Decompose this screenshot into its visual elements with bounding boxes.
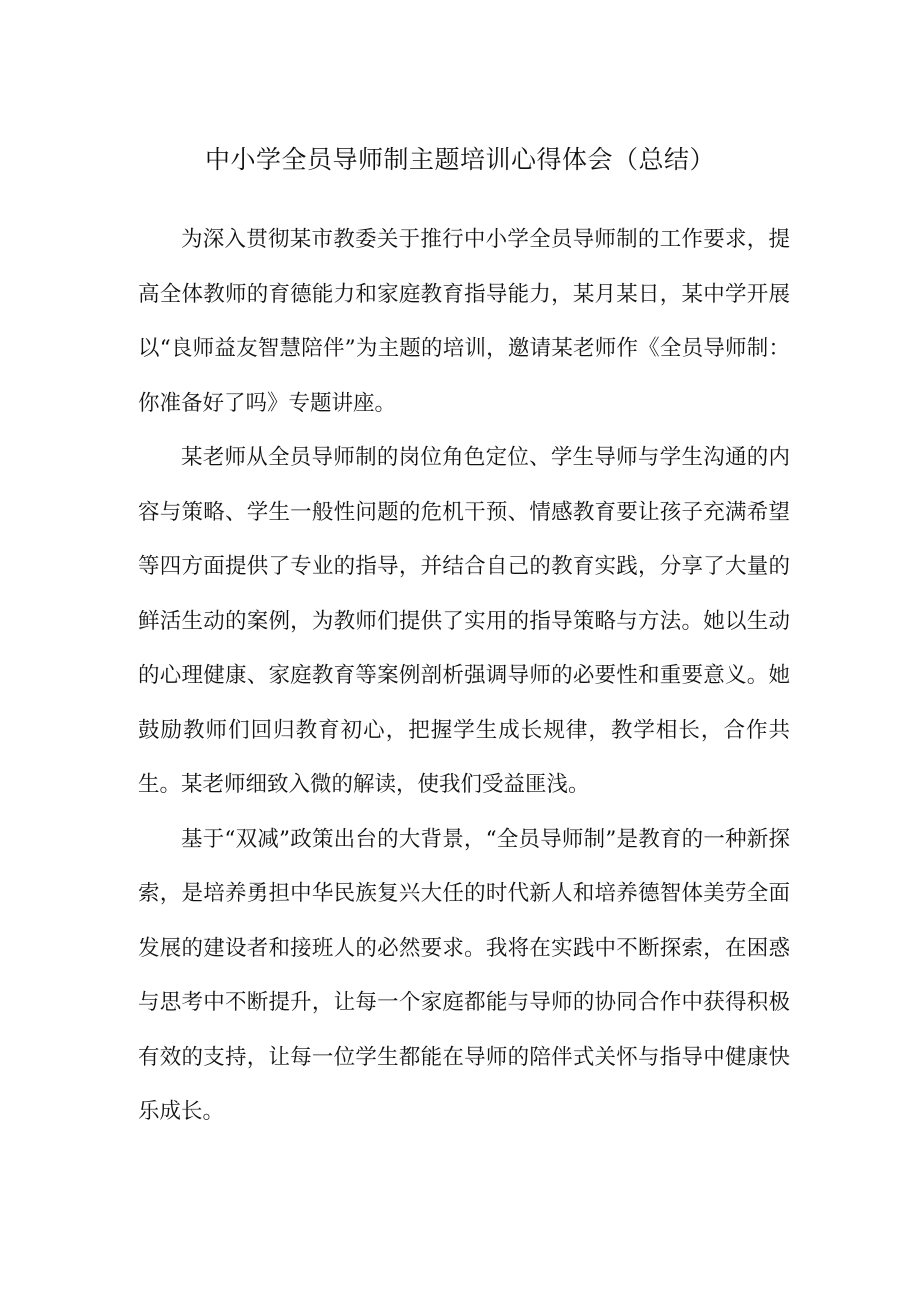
paragraph-3: 基于“双减”政策出台的大背景，“全员导师制”是教育的一种新探索，是培养勇担中华民族复兴大任的时代新人和培养德智体美劳全面发展的建设者和接班人的必然要求。我将在实践中不断探索，在困惑与思考中不断提升，让每一个家庭都能与导师的协同合作中获得积极有效的支持，让每一位学生都能在导师的陪伴式关怀与指导中健康快乐成长。	[138, 826, 790, 1124]
paragraph-2: 某老师从全员导师制的岗位角色定位、学生导师与学生沟通的内容与策略、学生一般性问题的危机干预、情感教育要让孩子充满希望等四方面提供了专业的指导，并结合自己的教育实践，分享了大量的鲜活生动的案例，为教师们提供了实用的指导策略与方法。她以生动的心理健康、家庭教育等案例剖析强调导师的必要性和重要意义。她鼓励教师们回归教育初心，把握学生成长规律，教学相长，合作共生。某老师细致入微的解读，使我们受益匪浅。	[138, 445, 790, 797]
document-body	[138, 213, 790, 1140]
document-title: 中小学全员导师制主题培训心得体会（总结）	[204, 145, 715, 174]
paragraph-1: 为深入贯彻某市教委关于推行中小学全员导师制的工作要求，提高全体教师的育德能力和家庭教育指导能力，某月某日，某中学开展以“良师益友智慧陪伴”为主题的培训，邀请某老师作《全员导师制：你准备好了吗》专题讲座。	[138, 227, 790, 416]
